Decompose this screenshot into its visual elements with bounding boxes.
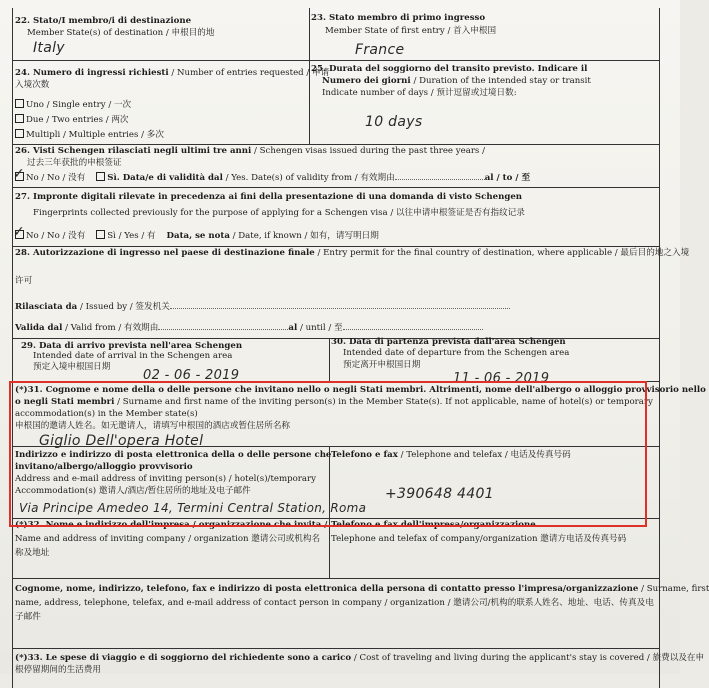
field-27-options[interactable]: No / No / 没有 Sì / Yes / 有 Data, se nota / Date, if known / 如有，请写明日期 — [15, 230, 379, 242]
checkmark-26-no: ✓ — [13, 166, 26, 182]
field-22-subtitle: Member State(s) of destination / 申根目的地 — [27, 28, 215, 38]
visa-form — [12, 8, 709, 688]
field-26-title: 26. Visti Schengen rilasciati negli ultimi tre anni / Schengen visas issued during the past three years / — [15, 146, 485, 156]
field-25-title: 25. Durata del soggiorno del transito previsto. Indicare il — [311, 64, 588, 74]
field-25-value[interactable]: 10 days — [365, 114, 423, 130]
field-31-title4: 申根国的邀请人姓名。如无邀请人，请填写申根国的酒店或暂住居所名称 — [15, 421, 291, 431]
field-31-title1: (*)31. Cognome e nome della o delle persone che invitano nello o negli Stati membri. Altrimenti, nome dell'albergo o alloggio provvisorio nello — [15, 385, 706, 395]
checkbox-26-yes[interactable] — [96, 172, 105, 181]
field-29-sub1: Intended date of arrival in the Schengen area — [33, 351, 233, 361]
field-28-title-cn: 许可 — [15, 276, 33, 286]
option-two-entries[interactable]: Due / Two entries / 两次 — [15, 114, 129, 126]
field-30-sub2: 预定离开申根国日期 — [343, 360, 421, 370]
field-25-title2: Numero dei giorni / Duration of the intended stay or transit — [322, 76, 591, 86]
checkmark-27-no: ✓ — [13, 224, 26, 240]
field-31-address-title1: Indirizzo e indirizzo di posta elettronica della o delle persone che — [15, 450, 332, 460]
contact-person-line1: Cognome, nome, indirizzo, telefono, fax e indirizzo di posta elettronica della persona di contatto presso l'impresa/organizzazione / Surname, first — [15, 584, 709, 594]
field-31-address-sub1: Address and e-mail address of inviting person(s) / hotel(s)/temporary — [15, 474, 317, 484]
field-29-sub2: 预定入境申根国日期 — [33, 362, 111, 372]
highlight-box — [9, 381, 647, 527]
field-23-value[interactable]: France — [355, 42, 405, 58]
option-multiple-entries[interactable]: Multipli / Multiple entries / 多次 — [15, 129, 164, 141]
checkbox-single[interactable] — [15, 99, 24, 108]
field-31-tel-value[interactable]: +390648 4401 — [385, 486, 494, 502]
field-23-subtitle: Member State of first entry / 首入申根国 — [325, 26, 497, 36]
field-22-value[interactable]: Italy — [33, 40, 65, 56]
field-32-tel-sub: Telephone and telefax of company/organization 邀请方电话及传真号码 — [331, 534, 627, 544]
field-33-title: (*)33. Le spese di viaggio e di soggiorno del richiedente sono a carico / Cost of traveling and living during the applicant's stay is covered / 旅费以及在申 — [15, 653, 705, 663]
field-31-tel-title: Telefono e fax / Telephone and telefax / 电话及传真号码 — [331, 450, 571, 460]
option-single-entry[interactable]: Uno / Single entry / 一次 — [15, 99, 131, 111]
field-28-issued-by[interactable]: Rilasciata da / Issued by / 签发机关 — [15, 302, 510, 313]
field-32-tel-title: Telefono e fax dell'impresa/organizzazione — [331, 520, 536, 530]
field-30-sub1: Intended date of departure from the Schengen area — [343, 348, 570, 358]
field-24-title: 24. Numero di ingressi richiesti / Number of entries requested / 申请 — [15, 68, 330, 78]
contact-person-line3: 子邮件 — [15, 612, 41, 622]
field-27-title: 27. Impronte digitali rilevate in precedenza ai fini della presentazione di una domanda di visto Schengen — [15, 192, 523, 202]
field-32-sub1: Name and address of inviting company / organization 邀请公司或机构名 — [15, 534, 321, 544]
field-24-title-cn: 入境次数 — [15, 80, 50, 90]
field-30-title: 30. Data di partenza prevista dall'area Schengen — [331, 337, 566, 347]
field-31-title3: accommodation(s) in the Member state(s) — [15, 409, 198, 419]
field-29-title: 29. Data di arrivo prevista nell'area Schengen — [21, 341, 243, 351]
field-29-value[interactable]: 02 - 06 - 2019 — [143, 368, 240, 383]
field-22-title: 22. Stato/I membro/i di destinazione — [15, 16, 192, 26]
field-27-subtitle: Fingerprints collected previously for the purpose of applying for a Schengen visa / 以往申请申根签证是否有指纹记录 — [33, 208, 525, 218]
field-30-value[interactable]: 11 - 06 - 2019 — [453, 371, 550, 386]
field-31-address-sub2: Accommodation(s) 邀请人/酒店/暂住居所的地址及电子邮件 — [15, 486, 251, 496]
field-26-options[interactable]: No / No / 没有 Sì. Data/e di validità dal / Yes. Date(s) of validity from / 有效期由 al / to / 至 — [15, 172, 530, 184]
field-31-address-value[interactable]: Via Principe Amedeo 14, Termini Central Station, Roma — [19, 501, 367, 515]
contact-person-line2: name, address, telephone, telefax, and e-mail address of contact person in company / organization / 邀请公司/机构的联系人姓名、地址、电话、传真及电 — [15, 598, 654, 608]
field-25-subtitle: Indicate number of days / 预计逗留或过境日数: — [322, 88, 517, 98]
checkbox-two[interactable] — [15, 114, 24, 123]
field-32-title: (*)32. Nome e indirizzo dell'impresa / organizzazione che invita / — [15, 520, 328, 530]
field-31-value[interactable]: Giglio Dell'opera Hotel — [39, 433, 204, 449]
field-32-sub2: 称及地址 — [15, 548, 50, 558]
checkbox-multiple[interactable] — [15, 129, 24, 138]
field-31-address-title2: invitano/albergo/alloggio provvisorio — [15, 462, 193, 472]
field-31-title2: o negli Stati membri / Surname and first name of the inviting person(s) in the Member State(s). If not applicable, name of hotel(s) or temporary — [15, 397, 653, 407]
field-23-title: 23. Stato membro di primo ingresso — [311, 13, 486, 23]
field-33-title2: 根停留期间的生活费用 — [15, 665, 101, 675]
checkbox-27-yes[interactable] — [96, 230, 105, 239]
field-28-valid[interactable]: Valida dal / Valid from / 有效期由 al / until / 至 — [15, 323, 483, 334]
field-26-title-cn: 过去三年获批的申根签证 — [27, 158, 122, 168]
field-28-title: 28. Autorizzazione di ingresso nel paese di destinazione finale / Entry permit for the final country of destination, where applicable / 最后目的地之入境 — [15, 248, 690, 258]
